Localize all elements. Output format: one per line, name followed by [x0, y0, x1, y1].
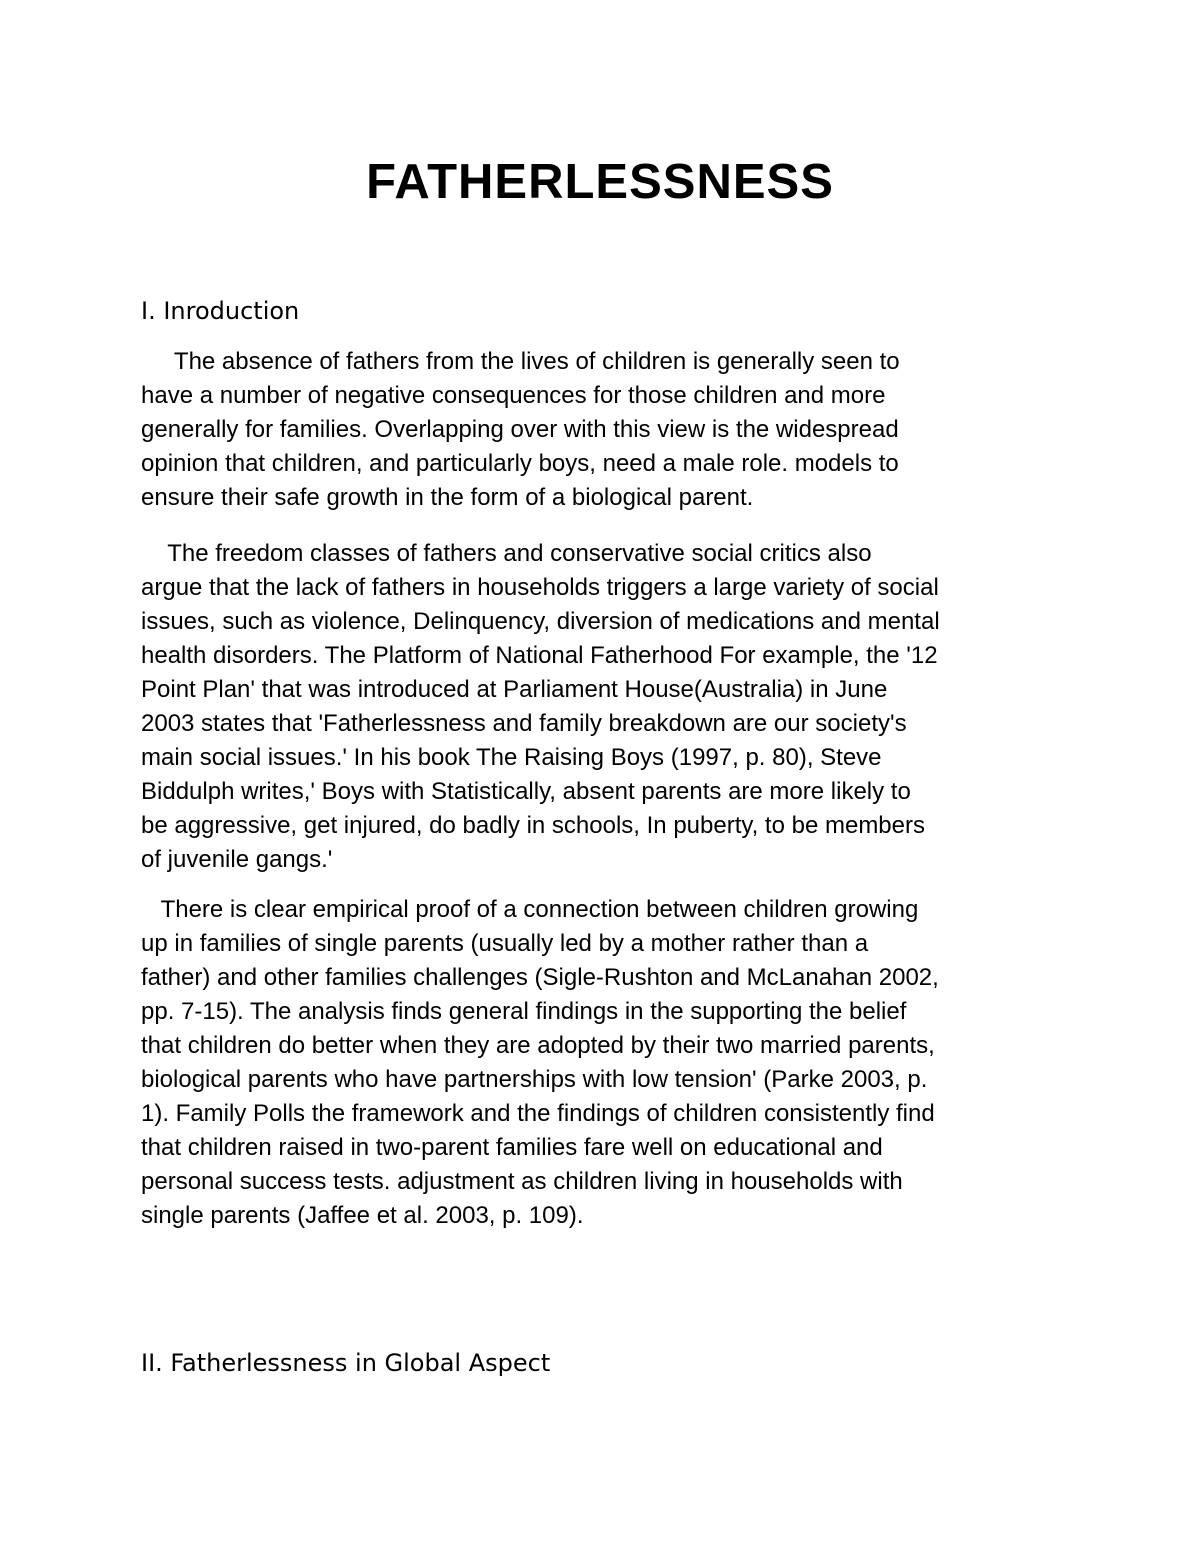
paragraph-1: [141, 345, 1061, 515]
section-heading-introduction: I. Inroduction: [141, 297, 300, 325]
paragraph-line: 2003 states that 'Fatherlessness and family breakdown are our society's: [141, 710, 907, 737]
paragraph-line: up in families of single parents (usually led by a mother rather than a: [141, 930, 869, 957]
paragraph-line: generally for families. Overlapping over with this view is the widespread: [141, 416, 899, 443]
paragraph-line: health disorders. The Platform of National Fatherhood For example, the '12: [141, 642, 938, 669]
paragraph-line: Biddulph writes,' Boys with Statistically, absent parents are more likely to: [141, 778, 911, 805]
paragraph-line: single parents (Jaffee et al. 2003, p. 109).: [141, 1202, 584, 1229]
paragraph-line: that children do better when they are adopted by their two married parents,: [141, 1032, 935, 1059]
paragraph-line: have a number of negative consequences for those children and more: [141, 382, 886, 409]
paragraph-line: argue that the lack of fathers in households triggers a large variety of social: [141, 574, 939, 601]
paragraph-line: personal success tests. adjustment as children living in households with: [141, 1168, 903, 1195]
paragraph-line: Point Plan' that was introduced at Parliament House(Australia) in June: [141, 676, 888, 703]
paragraph-line: ensure their safe growth in the form of a biological parent.: [141, 484, 754, 511]
paragraph-line: be aggressive, get injured, do badly in schools, In puberty, to be members: [141, 812, 925, 839]
paragraph-3: [141, 893, 1061, 1233]
paragraph-line: that children raised in two-parent families fare well on educational and: [141, 1134, 883, 1161]
paragraph-line: pp. 7-15). The analysis finds general findings in the supporting the belief: [141, 998, 907, 1025]
paragraph-line: The freedom classes of fathers and conservative social critics also: [141, 540, 872, 567]
paragraph-line: 1). Family Polls the framework and the findings of children consistently find: [141, 1100, 935, 1127]
paragraph-line: The absence of fathers from the lives of children is generally seen to: [141, 348, 900, 375]
paragraph-line: father) and other families challenges (Sigle-Rushton and McLanahan 2002,: [141, 964, 939, 991]
paragraph-line: opinion that children, and particularly boys, need a male role. models to: [141, 450, 899, 477]
paragraph-line: biological parents who have partnerships with low tension' (Parke 2003, p.: [141, 1066, 928, 1093]
paragraph-line: of juvenile gangs.': [141, 846, 333, 873]
paragraph-line: issues, such as violence, Delinquency, diversion of medications and mental: [141, 608, 940, 635]
section-heading-global-aspect: II. Fatherlessness in Global Aspect: [141, 1349, 551, 1377]
document-title: FATHERLESSNESS: [366, 155, 834, 209]
paragraph-line: main social issues.' In his book The Raising Boys (1997, p. 80), Steve: [141, 744, 882, 771]
paragraph-line: There is clear empirical proof of a connection between children growing: [141, 896, 919, 923]
paragraph-2: [141, 537, 1061, 877]
